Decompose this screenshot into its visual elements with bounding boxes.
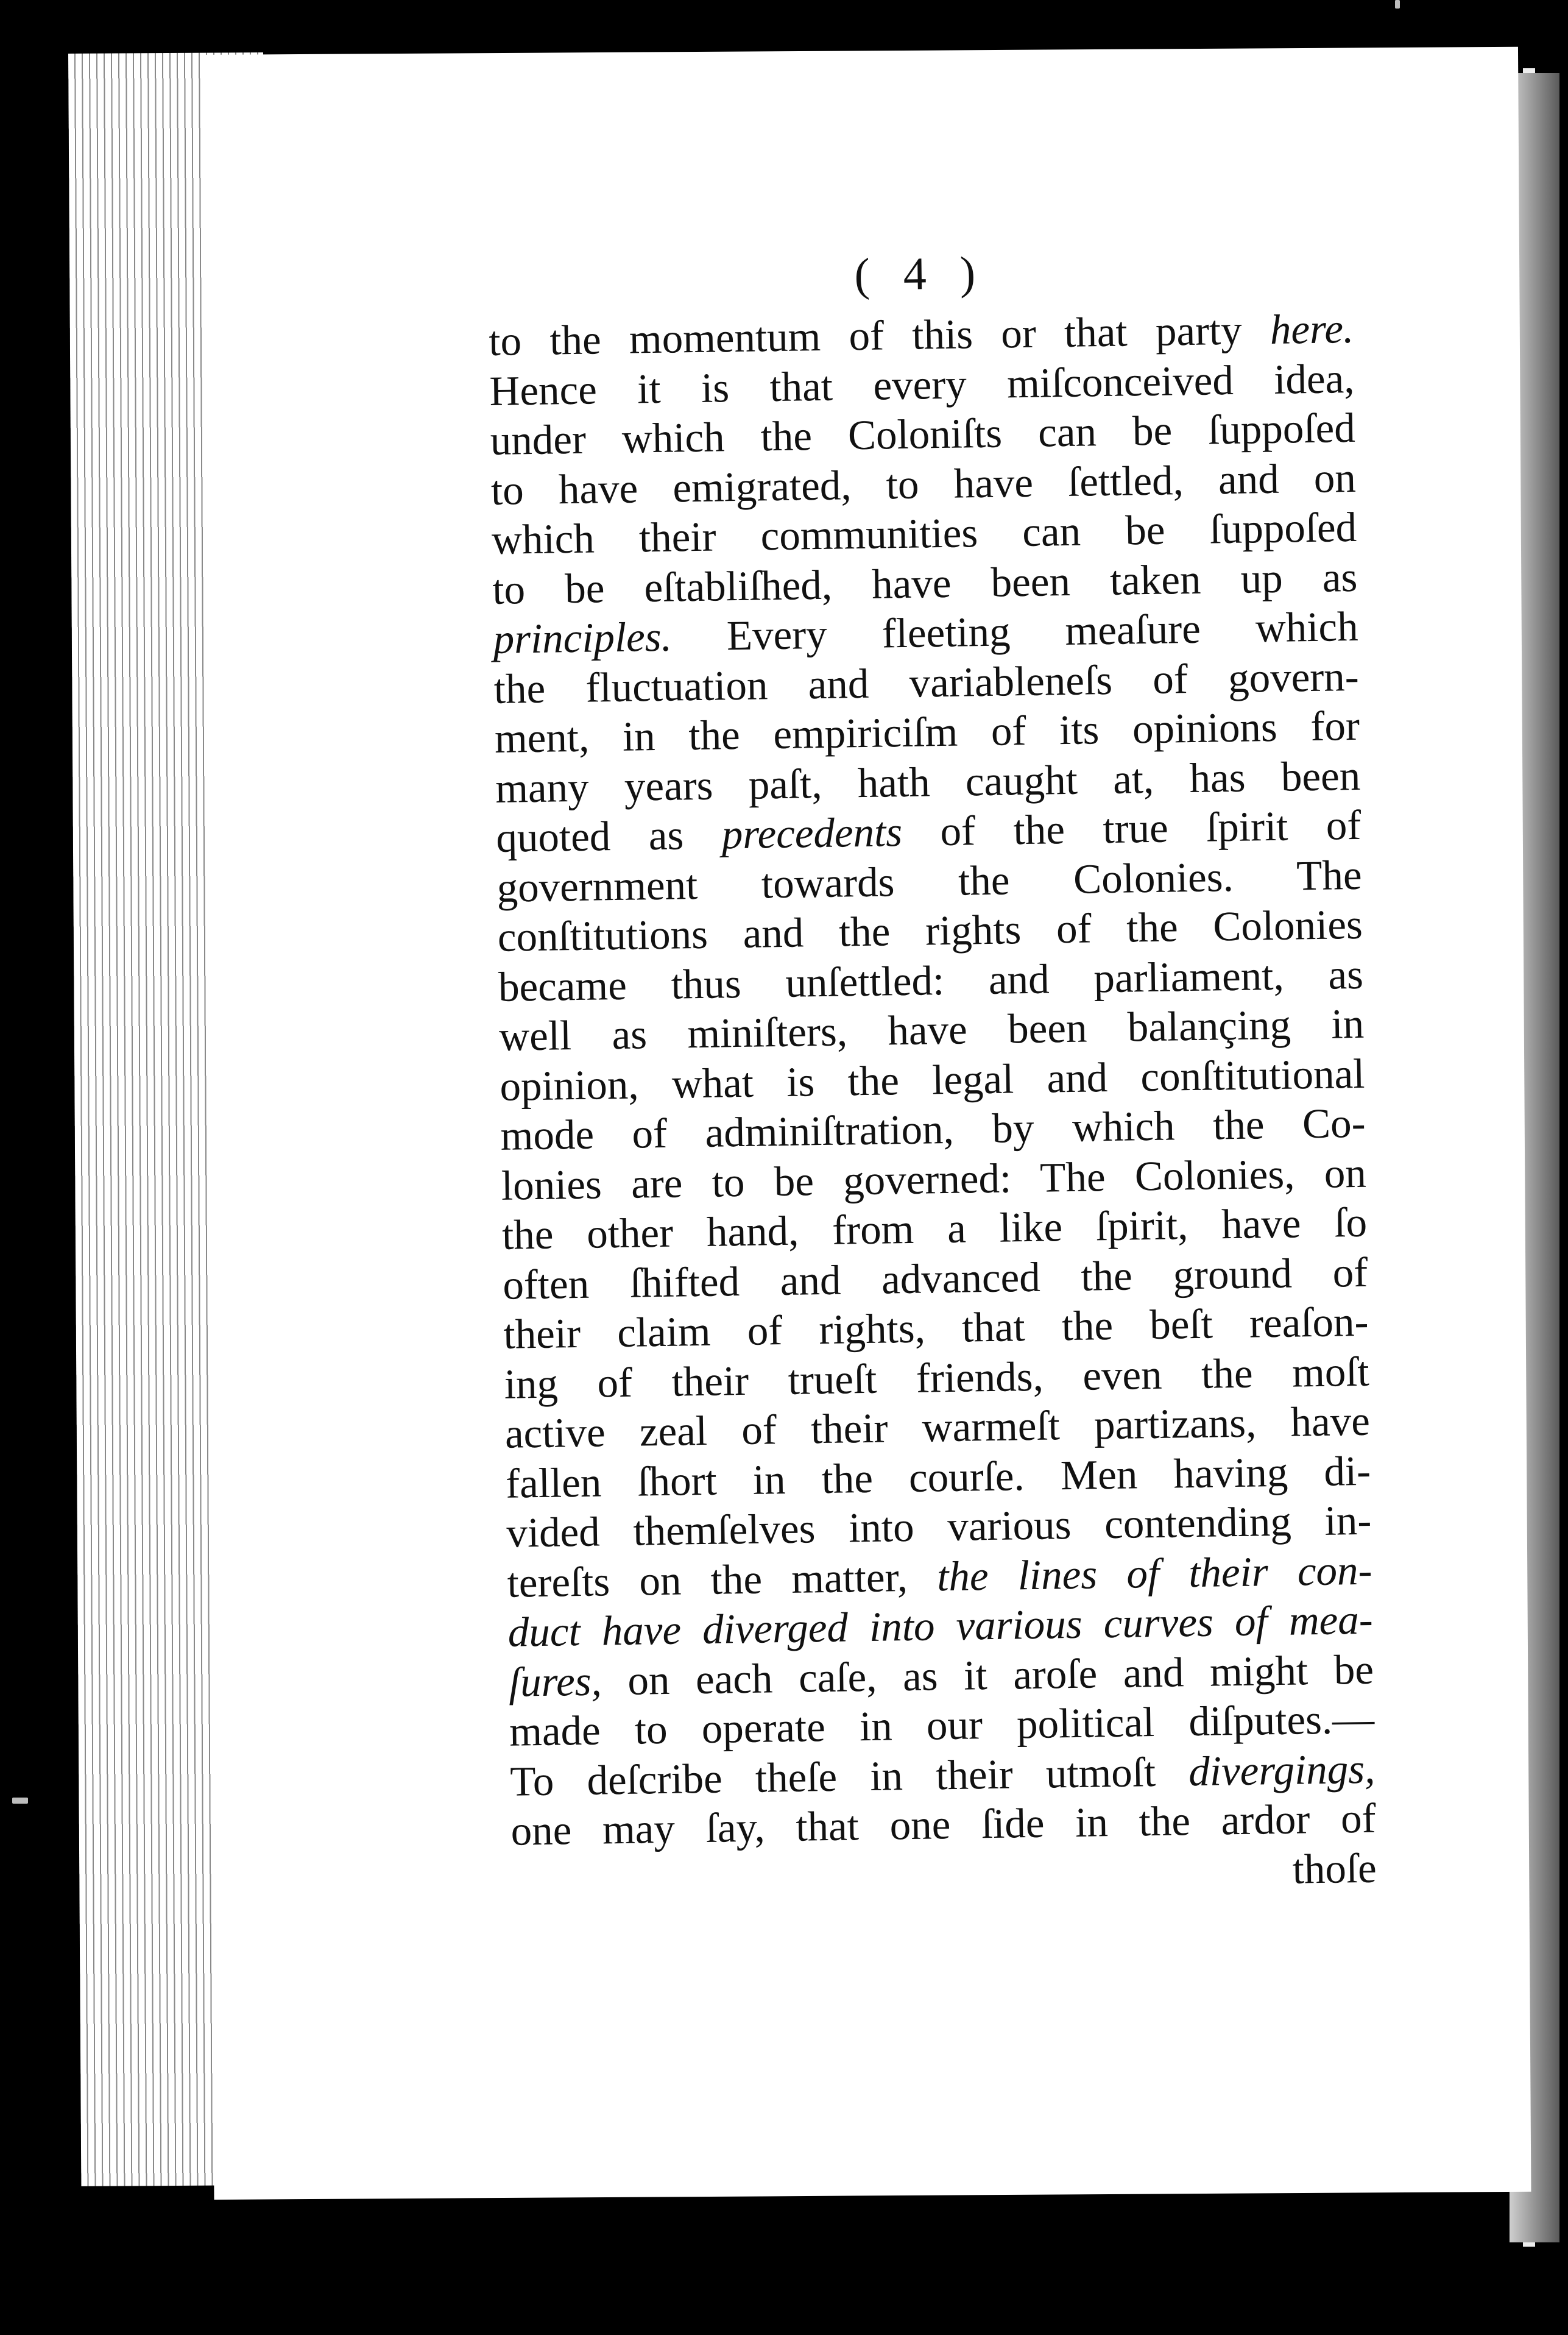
text-run: to have emigrated, to have ſettled, and on (490, 454, 1357, 514)
italic-text: precedents (721, 809, 903, 858)
text-run: ing of their trueſt friends, even the moſt (504, 1348, 1370, 1408)
text-run: to be eſtabliſhed, have been taken up as (492, 553, 1358, 613)
text-run: on each caſe, as it aroſe and might be (601, 1646, 1374, 1704)
text-run: to the momentum of this or that party (488, 306, 1271, 364)
text-run: mode of adminiſtration, by which the Co- (500, 1099, 1366, 1159)
italic-text: ſures, (508, 1657, 602, 1706)
text-run: of the true ſpirit of (902, 801, 1361, 855)
text-run: ment, in the empiriciſm of its opinions for (494, 702, 1360, 762)
text-run: To deſcribe theſe in their utmoſt (509, 1748, 1189, 1805)
text-run: often ſhifted and advanced the ground of (502, 1249, 1368, 1308)
text-run: quoted as (495, 811, 722, 861)
ink-speck (1395, 0, 1400, 9)
text-block (487, 231, 1389, 1906)
text-run: the other hand, from a like ſpirit, have ſo (501, 1199, 1368, 1258)
ink-speck (12, 1798, 28, 1804)
text-run: one may ſay, that one ſide in the ardor of (510, 1795, 1377, 1854)
text-run: lonies are to be governed: The Colonies, on (501, 1149, 1367, 1209)
text-run: active zeal of their warmeſt partizans, have (504, 1397, 1371, 1457)
page-number: ( 4 ) (853, 247, 987, 301)
text-run: opinion, what is the legal and conſtitutional (499, 1050, 1365, 1110)
italic-text: divergings, (1188, 1745, 1376, 1795)
text-run: vided themſelves into various contending in- (506, 1497, 1372, 1556)
text-run: made to operate in our political diſputes.— (509, 1695, 1375, 1755)
italic-text: here. (1270, 305, 1354, 353)
text-run: government towards the Colonies. The (496, 851, 1363, 911)
text-run: the fluctuation and variableneſs of govern- (493, 653, 1360, 712)
text-run: which their communities can be ſuppoſed (491, 503, 1357, 563)
text-run: their claim of rights, that the beſt reaſon- (503, 1298, 1369, 1358)
italic-text: the lines of their con- (936, 1547, 1373, 1600)
text-run: under which the Coloniſts can be ſuppoſed (490, 404, 1356, 464)
text-run: conſtitutions and the rights of the Colonies (497, 901, 1363, 960)
text-run: fallen ſhort in the courſe. Men having di- (505, 1447, 1371, 1507)
text-run: Every fleeting meaſure which (671, 603, 1359, 660)
text-run: Hence it is that every miſconceived idea, (489, 355, 1355, 414)
italic-text: duct have diverged into various curves of mea- (507, 1596, 1374, 1656)
text-run: many years paſt, hath caught at, has been (495, 752, 1361, 812)
italic-text: principles. (493, 613, 673, 662)
catchword: thoſe (1292, 1844, 1377, 1893)
text-run: tereſts on the matter, (507, 1553, 938, 1606)
text-run: well as miniſters, have been balançing in (498, 1000, 1365, 1060)
text-run: became thus unſettled: and parliament, as (498, 951, 1364, 1010)
body-text (489, 304, 1388, 1857)
